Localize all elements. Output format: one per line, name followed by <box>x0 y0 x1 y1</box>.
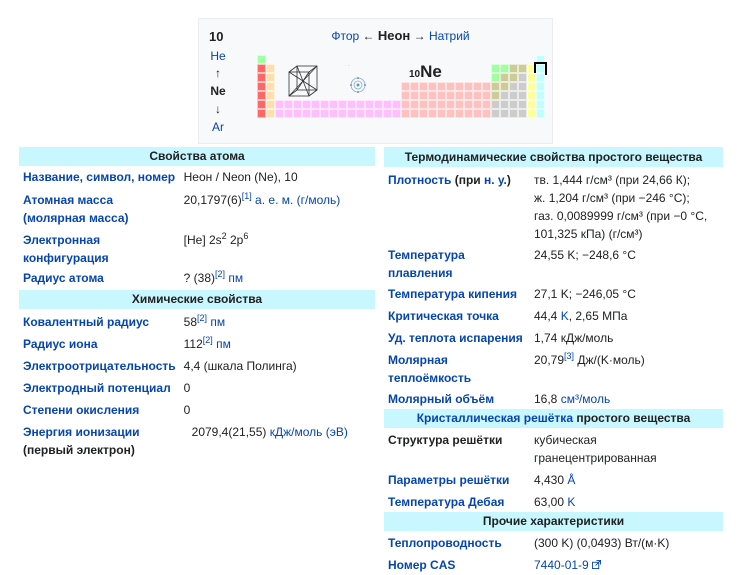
left-arrow-icon: ← <box>362 29 375 43</box>
periodic-table-cell <box>536 55 545 64</box>
row-label[interactable]: Электроотрицательность <box>23 359 176 373</box>
periodic-table-cell <box>491 64 500 73</box>
periodic-table-cell <box>473 100 482 109</box>
periodic-table-cell <box>527 91 536 100</box>
periodic-table-cell <box>509 109 518 118</box>
nav-below-link[interactable]: Ar <box>212 120 224 134</box>
row-value-extra: , 2,65 МПа <box>568 309 628 323</box>
periodic-table-cell <box>410 109 419 118</box>
periodic-table-cell <box>401 100 410 109</box>
periodic-table-cell <box>473 109 482 118</box>
periodic-table-cell <box>410 100 419 109</box>
periodic-table-cell <box>383 109 392 118</box>
periodic-table-cell <box>347 109 356 118</box>
cas-number-link[interactable]: 7440-01-9 <box>534 558 589 572</box>
other-properties-header: Прочие характеристики <box>384 512 723 531</box>
periodic-table-cell <box>509 73 518 82</box>
row-label[interactable]: Температура кипения <box>388 287 518 301</box>
periodic-table-cell <box>482 100 491 109</box>
unit-link[interactable]: (эВ) <box>325 425 348 439</box>
periodic-table-cell <box>266 73 275 82</box>
periodic-table-cell <box>437 109 446 118</box>
periodic-table-cell <box>437 100 446 109</box>
periodic-table-cell <box>419 82 428 91</box>
electron-shell-icon <box>349 76 367 94</box>
row-label[interactable]: Название, символ, номер <box>23 170 176 184</box>
crystal-lattice-link[interactable]: Кристаллическая решётка <box>416 411 573 425</box>
row-label-sub: (первый электрон) <box>23 443 135 457</box>
row-value: Неон / Neon (Ne), 10 <box>183 170 298 184</box>
periodic-table-cell <box>473 91 482 100</box>
periodic-table-cell <box>509 64 518 73</box>
periodic-table-cell <box>320 109 329 118</box>
periodic-table-cell <box>401 109 410 118</box>
periodic-table-cell <box>383 100 392 109</box>
periodic-table-cell <box>275 109 284 118</box>
row-value-extra: Дж/(K·моль) <box>574 353 645 367</box>
periodic-table-cell <box>419 109 428 118</box>
row-label[interactable]: Критическая точка <box>388 309 499 323</box>
row-value: 1,74 кДж/моль <box>534 331 614 345</box>
periodic-table-cell <box>491 100 500 109</box>
periodic-table-cell <box>257 55 266 64</box>
periodic-table-cell <box>518 109 527 118</box>
periodic-table-cell <box>392 109 401 118</box>
periodic-table-cell <box>446 91 455 100</box>
periodic-table-cell <box>257 73 266 82</box>
periodic-table-cell <box>500 100 509 109</box>
periodic-table-cell <box>518 73 527 82</box>
density-label-extra: (при <box>454 173 481 187</box>
periodic-table-cell <box>482 109 491 118</box>
periodic-table-cell <box>428 109 437 118</box>
periodic-table-cell <box>446 100 455 109</box>
row-value: 58 <box>183 315 197 329</box>
density-value: тв. 1,444 г/см³ (при 24,66 К); ж. 1,204 г/см³ (при −246 °C); газ. 0,0089999 г/см³ (при −0 °C, 101,325 кПа) (г/см³) <box>534 173 708 241</box>
reference-link[interactable]: [2] <box>215 269 226 279</box>
row-label[interactable]: Теплопроводность <box>388 536 502 550</box>
periodic-table-cell <box>320 100 329 109</box>
periodic-table-cell <box>311 100 320 109</box>
row-label[interactable]: Уд. теплота испарения <box>388 331 523 345</box>
periodic-table-cell <box>428 91 437 100</box>
periodic-table-cell <box>536 91 545 100</box>
periodic-table-cell <box>536 100 545 109</box>
periodic-table-cell <box>464 82 473 91</box>
periodic-table-cell <box>284 109 293 118</box>
external-link-icon <box>592 560 601 569</box>
electron-config-value: [He] $2s^2$ $2p^6$ <box>183 231 249 247</box>
row-value: 0 <box>183 381 191 395</box>
periodic-table-cell <box>455 109 464 118</box>
element-navbox <box>198 18 553 144</box>
element-symbol-label: 10Ne <box>409 62 442 81</box>
periodic-table-cell <box>266 109 275 118</box>
norm-conditions-link[interactable]: н. у. <box>484 173 507 187</box>
row-value: 16,8 <box>534 392 558 406</box>
row-label[interactable]: Радиус атома <box>23 271 104 285</box>
periodic-table-cell <box>257 64 266 73</box>
periodic-table-cell <box>257 82 266 91</box>
unit-link[interactable]: пм <box>228 271 244 285</box>
periodic-table-cell <box>536 82 545 91</box>
row-label-sub[interactable]: конфигурация <box>23 251 109 265</box>
row-label[interactable]: Радиус иона <box>23 337 98 351</box>
chemical-properties-header: Химические свойства <box>19 290 375 309</box>
row-value: 44,4 <box>534 309 558 323</box>
reference-link[interactable]: [2] <box>202 335 213 345</box>
unit-link[interactable]: кДж/моль <box>269 425 323 439</box>
unit-link[interactable]: пм <box>210 315 226 329</box>
periodic-table-cell <box>365 109 374 118</box>
reference-link[interactable]: [2] <box>197 313 208 323</box>
periodic-table-cell <box>365 100 374 109</box>
thermo-header: Термодинамические свойства простого вещества <box>384 147 723 167</box>
periodic-table-cell <box>266 82 275 91</box>
periodic-table-cell <box>518 64 527 73</box>
periodic-table-cell <box>473 82 482 91</box>
periodic-table-cell <box>428 100 437 109</box>
periodic-table-cell <box>347 100 356 109</box>
periodic-table-cell <box>266 100 275 109</box>
crystal-structure-icon <box>287 62 319 100</box>
right-arrow-icon: → <box>413 29 426 43</box>
periodic-table-cell <box>446 109 455 118</box>
nav-prev-next <box>199 28 552 43</box>
periodic-table-cell <box>518 91 527 100</box>
row-value: 4,4 (шкала Полинга) <box>183 359 297 373</box>
periodic-table-cell <box>329 100 338 109</box>
unit-link[interactable]: см³/моль <box>560 392 611 406</box>
periodic-table-cell <box>257 100 266 109</box>
crystal-header: Кристаллическая решётка простого вещества <box>384 409 723 428</box>
row-value: 2079,4(21,55) <box>191 425 267 439</box>
row-label: Структура решётки <box>388 433 503 447</box>
row-value: 20,1797(6) <box>183 193 242 207</box>
periodic-table-cell <box>392 100 401 109</box>
periodic-table-cell <box>419 100 428 109</box>
periodic-table-cell <box>410 91 419 100</box>
periodic-table-cell <box>419 91 428 100</box>
unit-link[interactable]: а. е. м. (г/моль) <box>255 193 341 207</box>
nav-current-symbol: Ne <box>210 84 226 98</box>
periodic-table-cell <box>491 82 500 91</box>
periodic-table-cell <box>527 100 536 109</box>
periodic-table-cell <box>410 82 419 91</box>
periodic-table-cell <box>500 109 509 118</box>
periodic-table-cell <box>446 82 455 91</box>
density-label[interactable]: Плотность <box>388 173 452 187</box>
unit-link[interactable]: K <box>560 309 569 323</box>
periodic-table-cell <box>356 100 365 109</box>
row-label[interactable]: Ковалентный радиус <box>23 315 150 329</box>
row-value: 0 <box>183 403 191 417</box>
row-value: 63,00 <box>534 495 565 509</box>
tiny-caption: · ·· <box>345 63 351 68</box>
periodic-table-cell <box>491 73 500 82</box>
row-label[interactable]: Температура Дебая <box>388 495 505 509</box>
row-label[interactable]: Молярная теплоёмкость <box>388 353 472 385</box>
row-value: (300 K) (0,0493) Вт/(м·K) <box>534 536 670 550</box>
periodic-table-cell <box>293 109 302 118</box>
periodic-table-cell <box>536 64 545 73</box>
nav-prev-link[interactable]: Фтор <box>331 29 360 43</box>
unit-link[interactable]: Å <box>567 473 576 487</box>
periodic-table-cell <box>428 82 437 91</box>
row-value: 24,55 K; −248,6 °C <box>534 248 636 262</box>
row-label[interactable]: Электронная <box>23 233 101 247</box>
nav-next-link[interactable]: Натрий <box>428 29 470 43</box>
atom-properties-header: Свойства атома <box>19 147 375 166</box>
row-label[interactable]: Температура плавления <box>388 248 465 280</box>
row-value: кубическая гранецентрированная <box>534 433 657 465</box>
periodic-table-cell <box>500 91 509 100</box>
periodic-table-cell <box>509 82 518 91</box>
periodic-table-cell <box>401 82 410 91</box>
up-arrow-icon: ↑ <box>215 66 221 80</box>
row-label[interactable]: Электродный потенциал <box>23 381 171 395</box>
periodic-table-cell <box>527 82 536 91</box>
unit-link[interactable]: K <box>567 495 576 509</box>
row-label-sub[interactable]: (молярная масса) <box>23 211 129 225</box>
periodic-table-cell <box>275 100 284 109</box>
substance-properties-table <box>384 147 723 575</box>
row-value: 27,1 K; −246,05 °C <box>534 287 636 301</box>
periodic-table-cell <box>374 100 383 109</box>
periodic-table-cell <box>284 100 293 109</box>
periodic-table-cell <box>500 64 509 73</box>
periodic-table-cell <box>311 109 320 118</box>
periodic-table-cell <box>509 91 518 100</box>
periodic-table-cell <box>374 109 383 118</box>
row-value: ? (38) <box>183 271 215 285</box>
periodic-table-cell <box>455 91 464 100</box>
periodic-table-cell <box>455 100 464 109</box>
periodic-table-cell <box>482 82 491 91</box>
nav-current-name: Неон <box>377 28 411 43</box>
periodic-table-cell <box>293 100 302 109</box>
row-label[interactable]: Номер CAS <box>388 558 456 572</box>
periodic-table-cell <box>518 100 527 109</box>
periodic-table-cell <box>338 109 347 118</box>
reference-link[interactable]: [3] <box>564 351 575 361</box>
row-label[interactable]: Параметры решётки <box>388 473 510 487</box>
periodic-table-cell <box>329 109 338 118</box>
unit-link[interactable]: пм <box>216 337 231 351</box>
periodic-table-cell <box>500 82 509 91</box>
periodic-table-cell <box>266 91 275 100</box>
periodic-table-cell <box>518 82 527 91</box>
periodic-table-cell <box>338 100 347 109</box>
row-label[interactable]: Степени окисления <box>23 403 140 417</box>
periodic-table-cell <box>464 91 473 100</box>
row-label[interactable]: Атомная масса <box>23 193 114 207</box>
row-value: 4,430 <box>534 473 565 487</box>
periodic-table-cell <box>536 73 545 82</box>
periodic-table-cell <box>527 64 536 73</box>
row-value: 112 <box>183 337 203 351</box>
nav-above-link[interactable]: He <box>210 49 226 63</box>
periodic-table-cell <box>437 82 446 91</box>
periodic-table-cell <box>482 91 491 100</box>
periodic-table-cell <box>455 82 464 91</box>
row-label[interactable]: Энергия ионизации <box>23 425 140 439</box>
periodic-table-cell <box>509 100 518 109</box>
periodic-table-cell <box>491 91 500 100</box>
periodic-table-cell <box>302 109 311 118</box>
periodic-table-cell <box>527 73 536 82</box>
density-label-close: ) <box>506 173 511 187</box>
periodic-table-cell <box>500 73 509 82</box>
periodic-table-cell <box>401 91 410 100</box>
row-label[interactable]: Молярный объём <box>388 392 495 406</box>
periodic-table-cell <box>302 100 311 109</box>
periodic-table-cell <box>527 109 536 118</box>
periodic-table-cell <box>464 109 473 118</box>
periodic-table-cell <box>257 91 266 100</box>
periodic-table-cell <box>437 91 446 100</box>
atomic-number: 10 <box>209 29 224 44</box>
periodic-table-cell <box>356 109 365 118</box>
periodic-table-cell <box>257 109 266 118</box>
row-value: 20,79 <box>534 353 565 367</box>
periodic-table-cell <box>266 64 275 73</box>
periodic-table-cell <box>464 100 473 109</box>
down-arrow-icon: ↓ <box>215 102 221 116</box>
periodic-table-cell <box>491 109 500 118</box>
periodic-table-cell <box>536 109 545 118</box>
atom-properties-table <box>19 147 375 459</box>
reference-link[interactable]: [1] <box>241 191 252 201</box>
